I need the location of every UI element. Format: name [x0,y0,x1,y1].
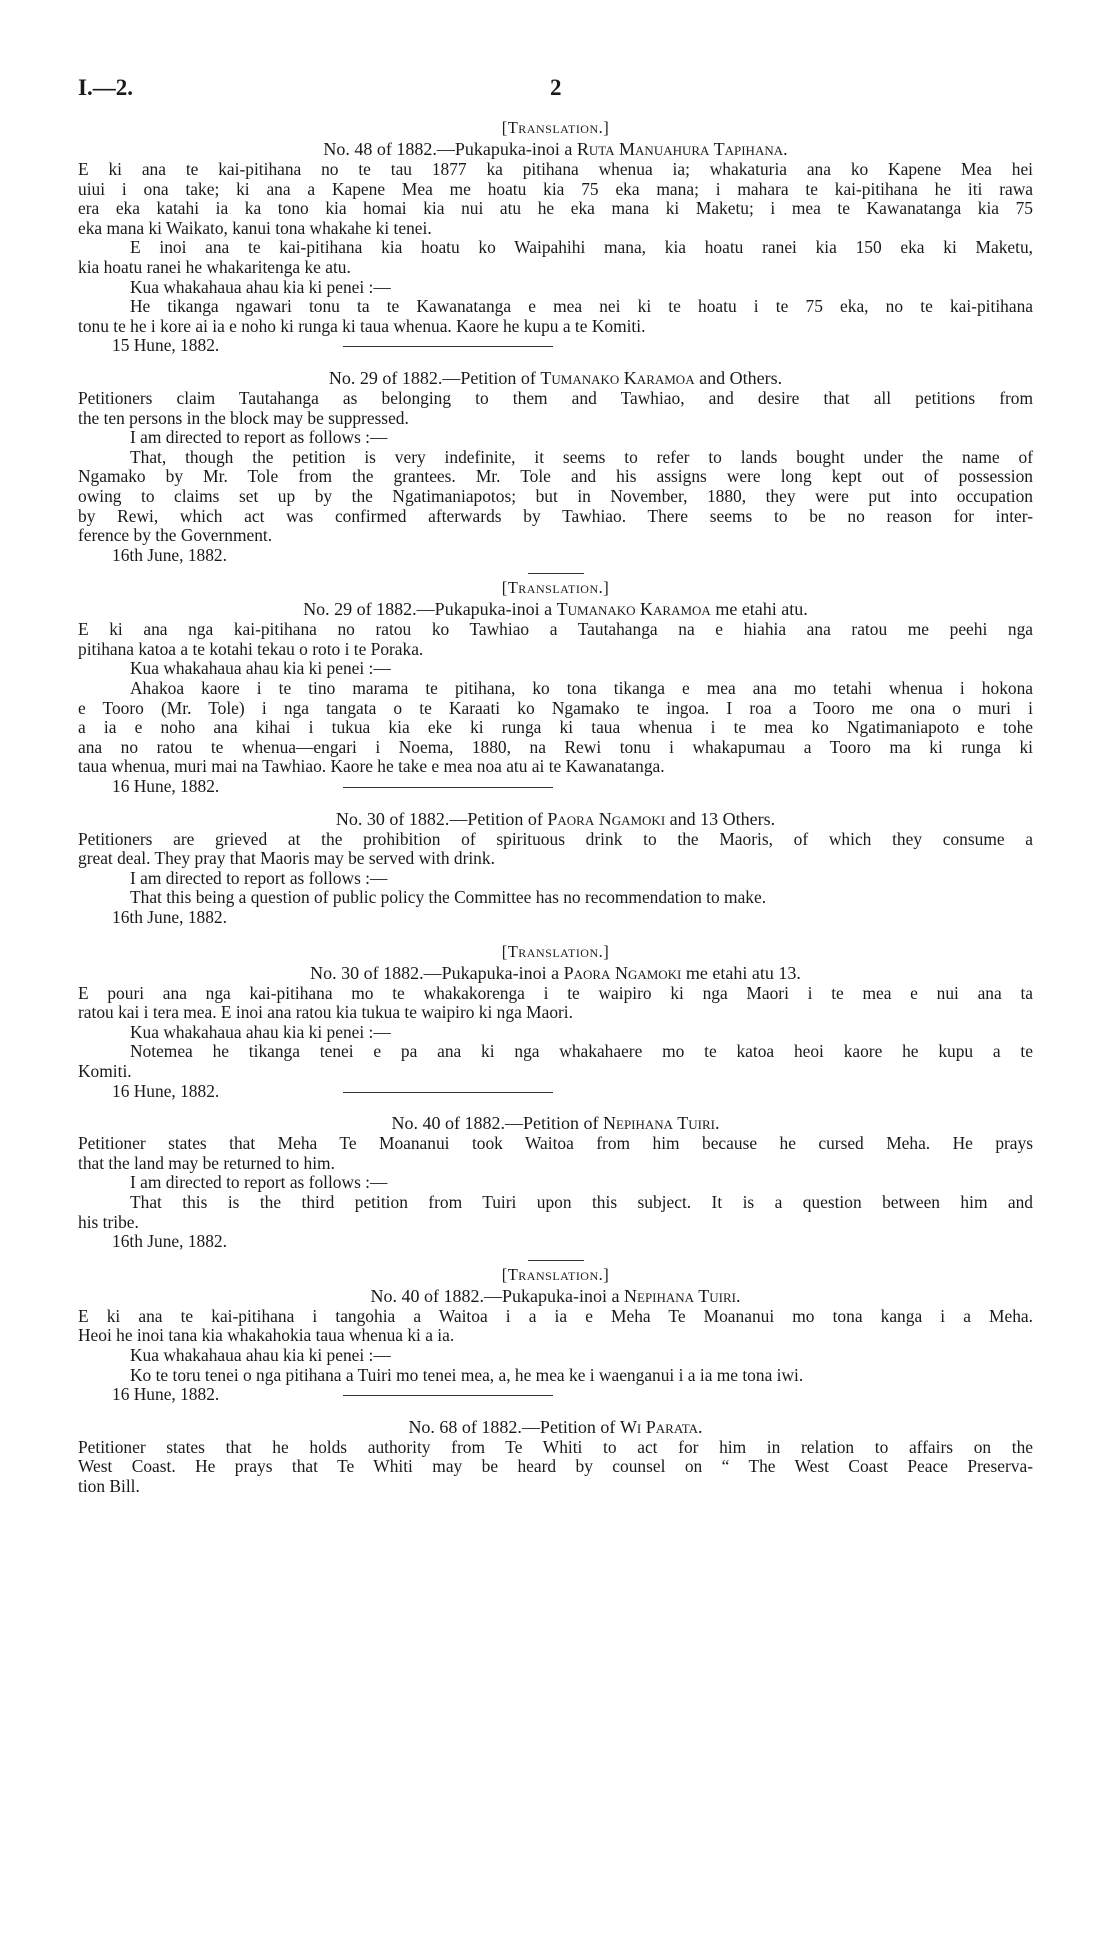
paragraph-line: kia hoatu ranei he whakaritenga ke atu. [78,256,351,277]
section-title: No. 48 of 1882.—Pukapuka-inoi a Ruta Manuahura Tapihana. [323,139,788,159]
paragraph-line: That this being a question of public policy the Committee has no recommendation to make. [130,887,767,908]
petitioner-name: Nepihana Tuiri. [624,1285,741,1306]
paragraph-line: Ko te toru tenei o nga pitihana a Tuiri mo tenei mea, a, he mea ke i waenganui i a ia me tona iwi. [130,1364,804,1385]
section-petition-68 [78,1417,1033,1497]
section-date: 16 Hune, 1882. [78,1082,1033,1102]
paragraph-line: Petitioners claim Tautahanga as belonging to them and Tawhiao, and desire that all petitions from [78,387,1033,408]
paragraph-line: the ten persons in the block may be suppressed. [78,407,409,428]
petitioner-name: Ruta Manuahura Tapihana. [576,139,788,159]
paragraph-line: Heoi he inoi tana kia whakahokia taua whenua ki a ia. [78,1325,455,1346]
report-intro: Kua whakahaua ahau kia ki penei :— [130,658,391,679]
petitioner-name: Nepihana Tuiri. [603,1113,720,1134]
paragraph-line: pitihana katoa a te kotahi tekau o roto i te Poraka. [78,638,424,659]
paper-reference: I.—2. [78,75,133,100]
section-petition-30 [78,809,1033,928]
paragraph-line: E ki ana te kai-pitihana no te tau 1877 ka pitihana whenua ia; whakaturia ana ko Kapene Mea hei [78,159,1033,179]
section-petition-29 [78,368,1033,574]
section-divider [343,787,553,788]
section-date: 16 Hune, 1882. [78,1385,1033,1405]
paragraph-line: great deal. They pray that Maoris may be served with drink. [78,848,495,869]
petitioner-name: Tumanako Karamoa [540,367,695,388]
paragraph-line: era eka katahi ia ka tono kia homai kia nui atu he eka mana ki Maketu; i mea te Kawanatanga kia 75 [78,198,1033,219]
section-divider [343,1395,553,1396]
report-intro: Kua whakahaua ahau kia ki penei :— [130,1344,391,1365]
section-petition-29-translation [78,578,1033,796]
section-petition-40-translation [78,1265,1033,1405]
section-divider [343,1092,553,1093]
paragraph-line: uiui i ona take; ki ana a Kapene Mea me hoatu kia 75 eka mana; i mahara te kai-pitihana he iti rawa [78,178,1033,199]
paragraph-line: ference by the Government. [78,525,273,546]
report-intro: I am directed to report as follows :— [130,1172,388,1193]
paragraph-line: That, though the petition is very indefinite, it seems to refer to lands bought under the name of [130,446,1033,467]
report-intro: I am directed to report as follows :— [130,867,388,888]
section-petition-40 [78,1113,1033,1261]
paragraph-line: e Tooro (Mr. Tole) i nga tangata o te Karaati ko Ngamako te ingoa. I roa a Tooro me ona o muri i [78,697,1033,718]
paragraph-line: Petitioner states that Meha Te Moananui took Waitoa from him because he cursed Meha. He prays [78,1133,1033,1154]
section-date: 16th June, 1882. [112,1231,227,1252]
section-title: No. 40 of 1882.—Petition of Nepihana Tuiri. [391,1113,720,1134]
petitioner-name: Tumanako Karamoa [556,599,711,620]
section-title: No. 30 of 1882.—Pukapuka-inoi a Paora Ngamoki me etahi atu 13. [310,962,801,983]
section-divider [528,573,584,574]
paragraph-line: ratou kai i tera mea. E inoi ana ratou kia tukua te waipiro ki nga Maori. [78,1002,573,1023]
paragraph-line: by Rewi, which act was confirmed afterwards by Tawhiao. There seems to be no reason for inter- [78,505,1033,526]
section-divider [528,1260,584,1261]
section-petition-30-translation [78,942,1033,1102]
paragraph-line: West Coast. He prays that Te Whiti may be heard by counsel on “ The West Coast Peace Preserva- [78,1456,1033,1477]
section-title: No. 40 of 1882.—Pukapuka-inoi a Nepihana Tuiri. [370,1285,741,1306]
page-content [78,118,1033,1496]
translation-heading: [Translation.] [501,1264,610,1284]
paragraph-line: Notemea he tikanga tenei e pa ana ki nga whakahaere mo te katoa heoi kaore he kupu a te [130,1041,1033,1062]
section-date: 16 Hune, 1882. [78,777,1033,797]
section-petition-48-translation [78,118,1033,356]
section-title: No. 29 of 1882.—Pukapuka-inoi a Tumanako Karamoa me etahi atu. [303,599,808,620]
paragraph-line: a ia e noho ana kihai i tukua kia eke ki runga ki taua whenua i te mea ko Ngatimaniapoto e tohe [78,717,1033,738]
section-title: No. 30 of 1882.—Petition of Paora Ngamoki and 13 Others. [335,808,776,829]
paragraph-line: his tribe. [78,1211,139,1232]
paragraph-line: Ahakoa kaore i te tino marama te pitihana, ko tona tikanga e mea ana mo tetahi whenua i hokona [130,678,1033,699]
translation-heading: [Translation.] [501,941,610,961]
report-intro: Kua whakahaua ahau kia ki penei :— [130,1021,391,1042]
paragraph-line: owing to claims set up by the Ngatimaniapotos; but in November, 1880, they were put into occupation [78,485,1033,506]
paragraph-line: eka mana ki Waikato, kanui tona whakahe ki tenei. [78,217,432,238]
section-title: No. 29 of 1882.—Petition of Tumanako Karamoa and Others. [328,367,783,388]
report-intro: I am directed to report as follows :— [130,427,388,448]
section-title: No. 68 of 1882.—Petition of Wi Parata. [408,1416,703,1437]
paragraph-line: He tikanga ngawari tonu ta te Kawanatanga e mea nei ki te hoatu i te 75 eka, no te kai-pitihana [130,296,1033,317]
paragraph-line: E pouri ana nga kai-pitihana mo te whakakorenga i te waipiro ki nga Maori i te mea e nui ana ta [78,982,1033,1003]
paragraph-line: ana no ratou te whenua—engari i Noema, 1880, na Rewi tonu i whakapumau a Tooro ma ki runga ki [78,736,1033,757]
paragraph-line: Komiti. [78,1060,132,1081]
paragraph-line: E inoi ana te kai-pitihana kia hoatu ko Waipahihi mana, kia hoatu ranei kia 150 eka ki Maketu, [130,237,1033,258]
page-number: 2 [550,75,562,100]
page-header [78,75,1054,105]
petitioner-name: Paora Ngamoki [547,808,666,829]
paragraph-line: That this is the third petition from Tuiri upon this subject. It is a question between him and [130,1191,1033,1212]
section-divider [343,346,553,347]
paragraph-line: taua whenua, muri mai na Tawhiao. Kaore he take e mea noa atu ai te Kawanatanga. [78,756,665,777]
petitioner-name: Wi Parata. [619,1416,703,1437]
translation-heading: [Translation.] [501,118,610,137]
section-date: 15 Hune, 1882. [78,336,1033,356]
paragraph-line: E ki ana te kai-pitihana i tangohia a Waitoa i a ia e Meha Te Moananui mo tona kanga i a Meha. [78,1305,1033,1326]
paragraph-line: tonu te he i kore ai ia e noho ki runga ki taua whenua. Kaore he kupu a te Komiti. [78,315,646,336]
paragraph-line: tion Bill. [78,1475,140,1496]
paragraph-line: E ki ana nga kai-pitihana no ratou ko Tawhiao a Tautahanga na e hiahia ana ratou me peehi nga [78,619,1033,640]
translation-heading: [Translation.] [501,578,610,598]
paragraph-line: Ngamako by Mr. Tole from the grantees. Mr. Tole and his assigns were long kept out of possession [78,466,1033,487]
paragraph-line: Petitioners are grieved at the prohibition of spirituous drink to the Maoris, of which they consume a [78,828,1033,849]
petitioner-name: Paora Ngamoki [563,962,682,983]
paragraph-line: Petitioner states that he holds authority from Te Whiti to act for him in relation to affairs on the [78,1436,1033,1457]
section-date: 16th June, 1882. [112,907,227,927]
section-date: 16th June, 1882. [112,544,227,565]
report-intro: Kua whakahaua ahau kia ki penei :— [130,276,391,297]
paragraph-line: that the land may be returned to him. [78,1152,335,1173]
